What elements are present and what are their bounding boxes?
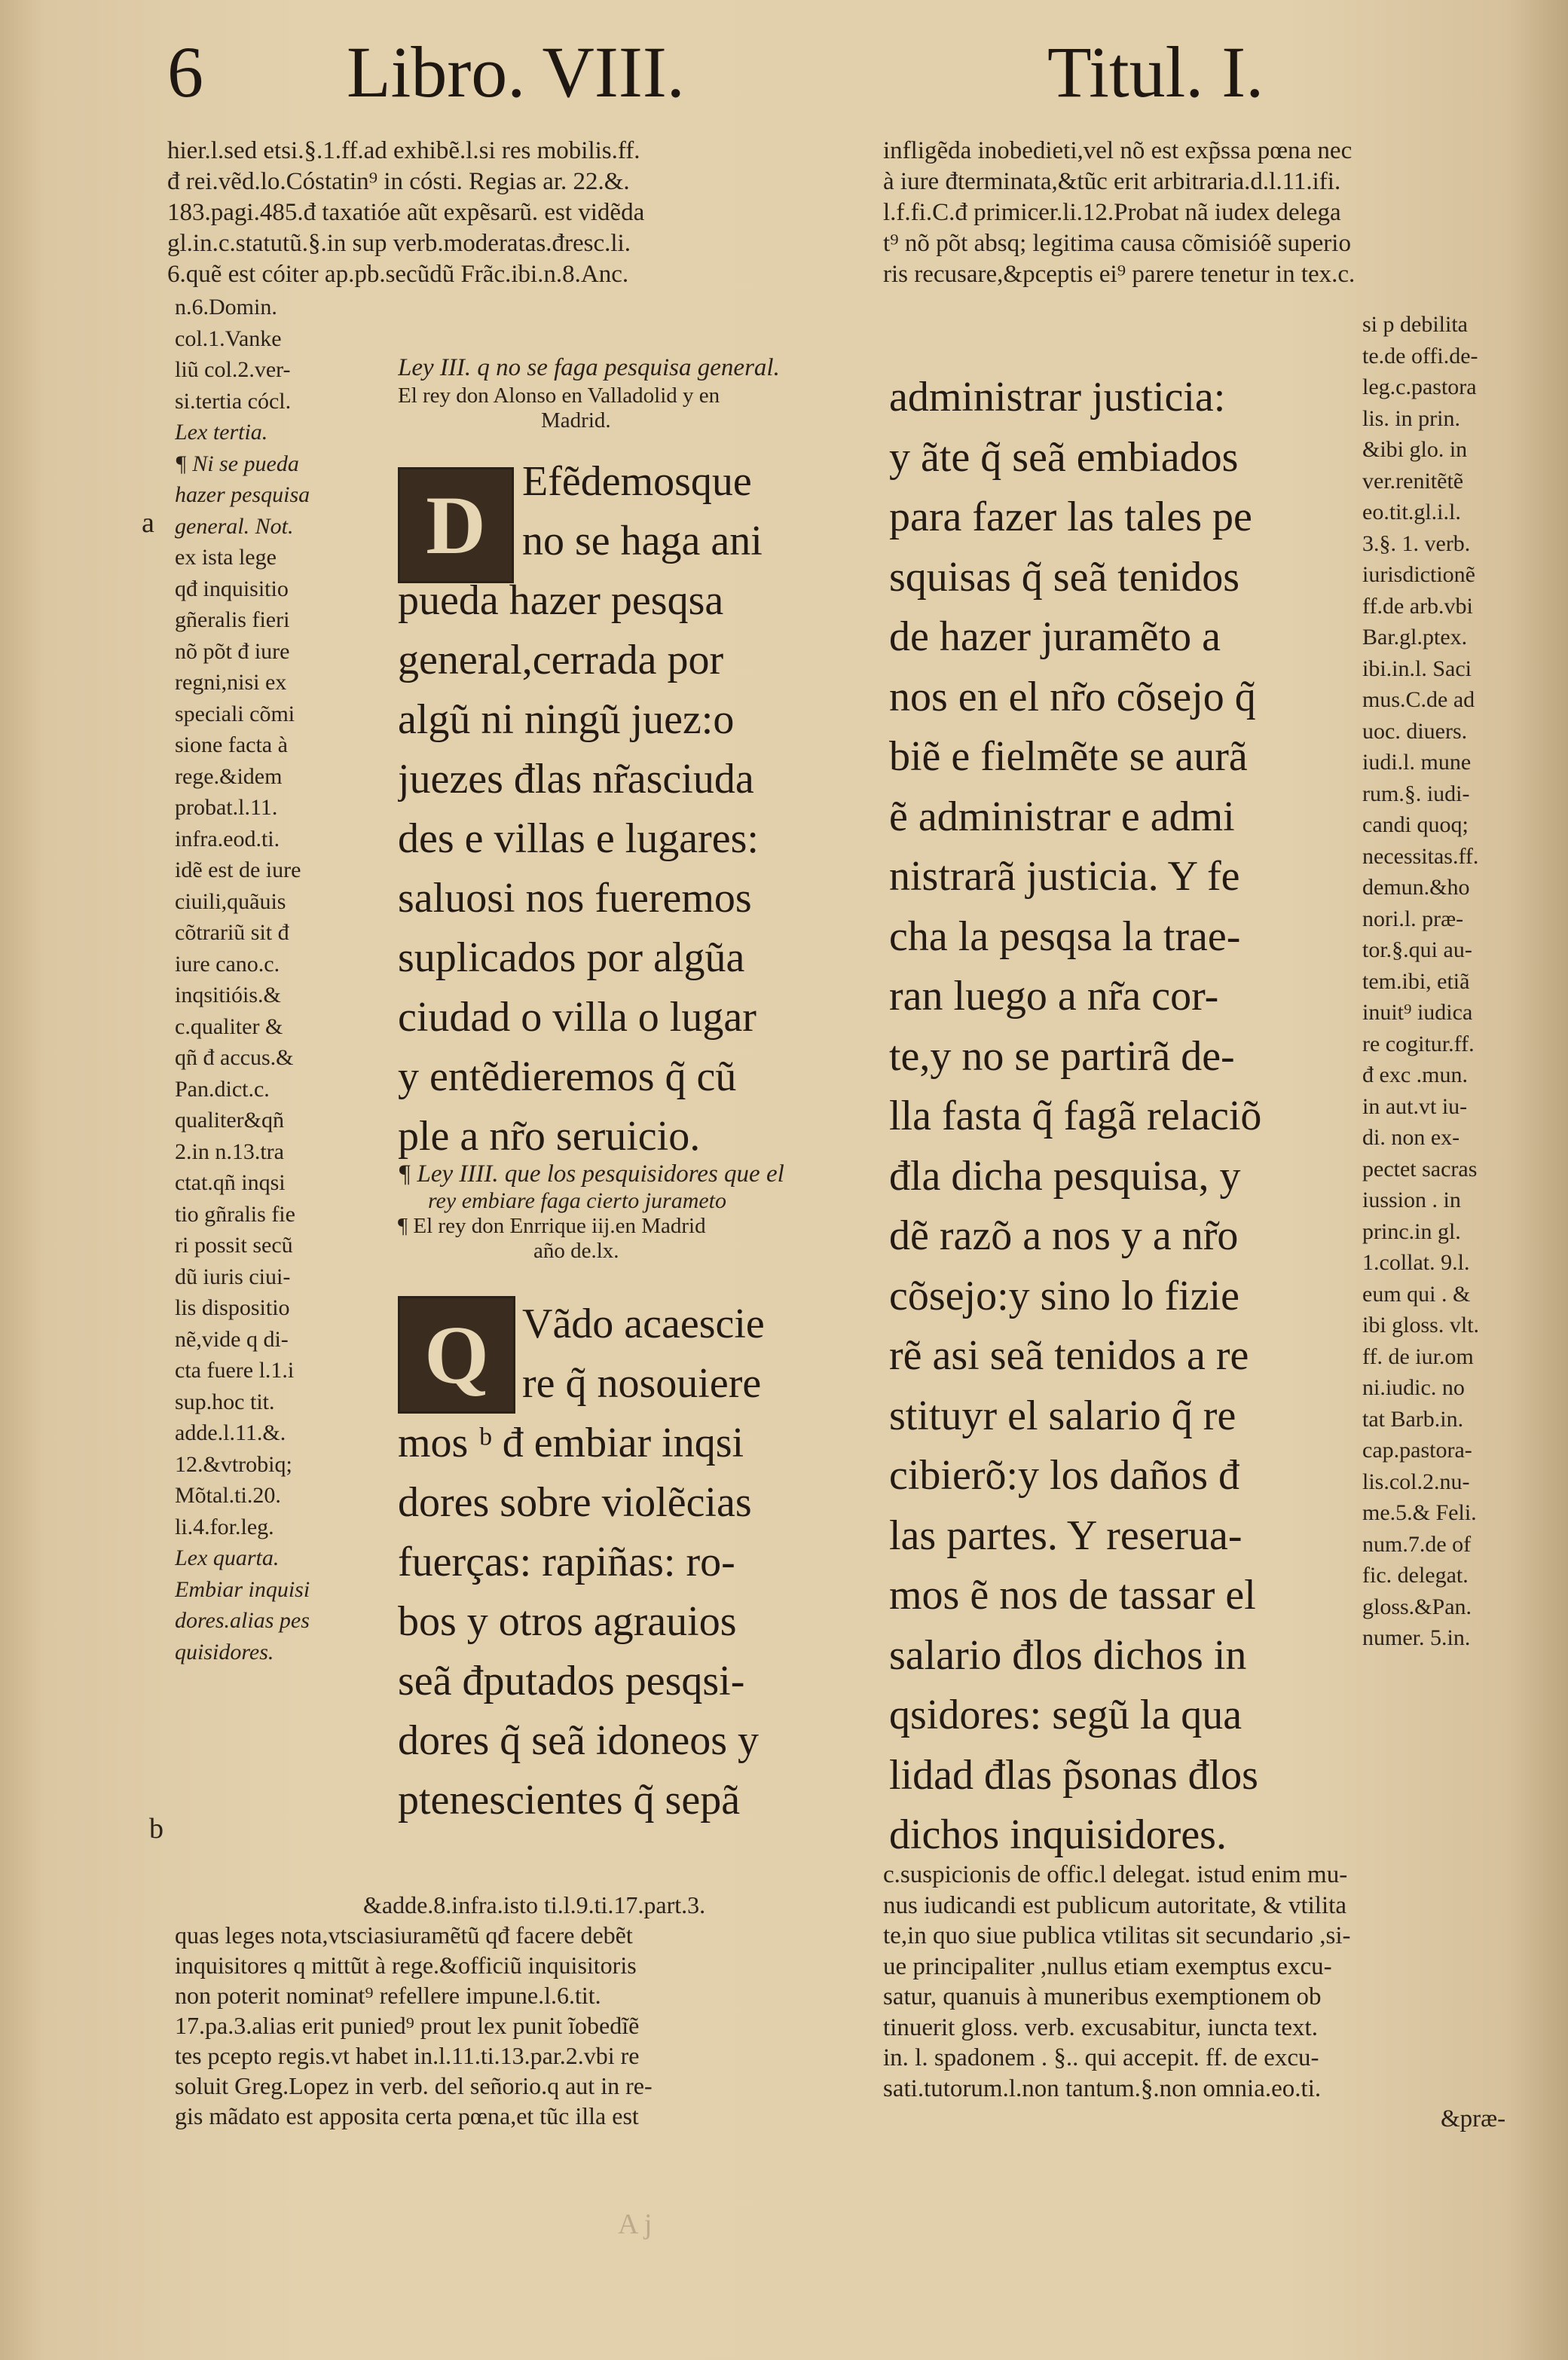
gloss-line: lis.col.2.nu- <box>1362 1469 1470 1494</box>
law-text-line: ẽ administrar e admi <box>889 793 1235 840</box>
law-text-line: dẽ razõ a nos y a nr̃o <box>889 1212 1239 1259</box>
law-text-line: pueda hazer pesqsa <box>398 577 724 624</box>
ley4-text <box>398 1295 835 1830</box>
gloss-line: di. non ex- <box>1362 1125 1460 1150</box>
gloss-line: 12.&vtrobiq; <box>175 1451 292 1477</box>
gloss-line: tinuerit gloss. verb. excusabitur, iuncta text. <box>883 2013 1318 2041</box>
gloss-line: nus iudicandi est publicum autoritate, & vtilita <box>883 1891 1346 1919</box>
law-text-line: las partes. Y reserua- <box>889 1512 1242 1559</box>
gloss-line: ris recusare,&pceptis ei⁹ parere tenetur in tex.c. <box>883 261 1356 288</box>
gloss-line: đ exc .mun. <box>1362 1062 1468 1087</box>
law-text-line: nos en el nr̃o cõsejo q̃ <box>889 673 1256 720</box>
law-text-line: saluosi nos fueremos <box>398 875 752 922</box>
gloss-line: tat Barb.in. <box>1362 1406 1464 1432</box>
gloss-line: sup.hoc tit. <box>175 1389 275 1414</box>
gloss-line: tio gñralis fie <box>175 1201 295 1227</box>
law-text-line: dores q̃ seã idoneos y <box>398 1717 760 1764</box>
gloss-line: uoc. diuers. <box>1362 718 1468 744</box>
gloss-line: 17.pa.3.alias erit punied⁹ prout lex punit ĩobedĩẽ <box>175 2012 640 2039</box>
gloss-line: n.6.Domin. <box>175 295 277 319</box>
law-text-line: stituyr el salario q̃ re <box>889 1392 1236 1439</box>
law-text-line: ciudad o villa o lugar <box>398 994 756 1041</box>
law-text-line: seã đputados pesqsi- <box>398 1658 745 1704</box>
gloss-line: dores.alias pes <box>175 1608 310 1633</box>
gloss-line: li.4.for.leg. <box>175 1514 274 1539</box>
law-text-line: nistrarã justicia. Y fe <box>889 853 1240 900</box>
law-text-line: suplicados por algũa <box>398 934 745 981</box>
law-text-line: squisas q̃ seã tenidos <box>889 553 1240 601</box>
gloss-line: Bar.gl.ptex. <box>1362 625 1468 650</box>
gloss-line: 1.collat. 9.l. <box>1362 1250 1470 1275</box>
ley3-attribution-1: El rey don Alonso en Valladolid y en <box>398 384 720 408</box>
gloss-line: ibi gloss. vlt. <box>1362 1313 1480 1337</box>
ley4-initial: Q <box>398 1296 515 1414</box>
gloss-line: gñeralis fieri <box>175 607 290 632</box>
gloss-line: fic. delegat. <box>1362 1563 1469 1588</box>
gloss-line: pectet sacras <box>1362 1156 1478 1182</box>
gloss-line: 2.in n.13.tra <box>175 1139 284 1164</box>
gloss-line: &adde.8.infra.isto ti.l.9.ti.17.part.3. <box>363 1891 706 1918</box>
law-text-line: dichos inquisidores. <box>889 1811 1227 1858</box>
gloss-line: gl.in.c.statutũ.§.in sup verb.moderatas.đresc.li. <box>167 230 631 257</box>
gloss-line: nõ põt đ iure <box>175 638 290 664</box>
page-number: 6 <box>167 32 203 112</box>
law-text-line: des e villas e lugares: <box>398 815 759 862</box>
gloss-line: necessitas.ff. <box>1362 843 1479 869</box>
law-text-line: general,cerrada por <box>398 637 724 683</box>
note-marker-a: a <box>142 507 154 539</box>
gloss-line: me.5.& Feli. <box>1362 1500 1477 1525</box>
gloss-line: iure cano.c. <box>175 951 280 977</box>
gloss-line: princ.in gl. <box>1362 1218 1461 1244</box>
gloss-line: cap.pastora- <box>1362 1438 1472 1463</box>
gloss-line: iurisdictionẽ <box>1362 562 1475 587</box>
law-text-line: mos ᵇ đ embiar inqsi <box>398 1420 744 1466</box>
gloss-line: eo.tit.gl.i.l. <box>1362 500 1461 524</box>
gloss-line: 3.§. 1. verb. <box>1362 530 1471 556</box>
gloss-line: qđ inquisitio <box>175 576 289 601</box>
gloss-line: satur, quanuis à muneribus exemptionem ob <box>883 1983 1322 2010</box>
gloss-line: dũ iuris ciui- <box>175 1264 291 1289</box>
gloss-line: leg.c.pastora <box>1362 374 1477 399</box>
gloss-line: gis mãdato est apposita certa pœna,et tũc illa est <box>175 2102 639 2129</box>
gloss-line: ex ista lege <box>175 545 277 570</box>
gloss-line: in. l. spadonem . §.. qui accepit. ff. de excu- <box>883 2044 1319 2071</box>
gloss-line: ver.renitẽtẽ <box>1362 468 1464 494</box>
law-text-line: para fazer las tales pe <box>889 494 1252 540</box>
law-text-line: biẽ e fielmẽte se aurã <box>889 733 1248 780</box>
gloss-line: 6.quẽ est cóiter ap.pb.secũdũ Frãc.ibi.n.8.Anc. <box>167 261 629 288</box>
gloss-line: rege.&idem <box>175 763 283 789</box>
gloss-line: idẽ est de iure <box>175 857 301 882</box>
gloss-line: Lex tertia. <box>175 420 268 445</box>
gloss-line: non poterit nominat⁹ refellere impune.l.6.tit. <box>175 1982 601 2009</box>
gloss-line: infra.eod.ti. <box>175 826 280 851</box>
ley3-text <box>398 452 835 1166</box>
law-text-line: rẽ asi seã tenidos a re <box>889 1332 1249 1379</box>
gloss-line: infligẽda inobedieti,vel nõ est exp̃ssa pœna nec <box>883 137 1353 164</box>
gloss-line: Pan.dict.c. <box>175 1076 270 1102</box>
ley4-rubric-1: ¶ Ley IIII. que los pesquisidores que el <box>398 1160 784 1188</box>
law-text-line: ptenescientes q̃ sepã <box>398 1777 741 1823</box>
ley3-attribution-2: Madrid. <box>541 408 611 433</box>
gloss-line: 183.pagi.485.đ taxatióe aũt expẽsarũ. est vidẽda <box>167 199 645 226</box>
gloss-line: ni.iudic. no <box>1362 1375 1465 1400</box>
ley4-heading <box>398 1160 835 1264</box>
law-text-line: ple a nr̃o seruicio. <box>398 1113 701 1160</box>
law-text-line: no se haga ani <box>522 518 763 564</box>
right-main-text <box>889 368 1341 1866</box>
gloss-line: adde.l.11.&. <box>175 1420 286 1445</box>
gloss-line: ciuili,quãuis <box>175 888 286 914</box>
gloss-line: ff.de arb.vbi <box>1362 593 1473 619</box>
gloss-line: t⁹ nõ põt absq; legitima causa cõmisióẽ superio <box>883 230 1351 257</box>
gloss-line: general. Not. <box>175 513 294 539</box>
law-text-line: lla fasta q̃ fagã relaciõ <box>889 1093 1262 1139</box>
law-text-line: te,y no se partirã de- <box>889 1032 1235 1080</box>
law-text-line: re q̃ nosouiere <box>522 1360 762 1407</box>
gloss-line: tes pcepto regis.vt habet in.l.11.ti.13.par.2.vbi re <box>175 2042 640 2069</box>
gloss-line: num.7.de of <box>1362 1531 1472 1557</box>
law-text-line: Vãdo acaescie <box>522 1301 765 1347</box>
gloss-line: &præ- <box>1441 2105 1506 2132</box>
law-text-line: bos y otros agrauios <box>398 1598 737 1645</box>
law-text-line: cõsejo:y sino lo fizie <box>889 1272 1240 1319</box>
note-marker-b: b <box>149 1813 164 1845</box>
gloss-line: lis. in prin. <box>1362 405 1461 431</box>
gloss-line: hazer pesquisa <box>175 482 310 507</box>
ley4-attribution-1: ¶ El rey don Enrrique iij.en Madrid <box>398 1214 706 1238</box>
gloss-line: cta fuere l.1.i <box>175 1358 295 1383</box>
law-text-line: administrar justicia: <box>889 374 1226 420</box>
gloss-line: iussion . in <box>1362 1188 1461 1212</box>
ley3-initial: D <box>398 467 514 583</box>
law-text-line: đla dicha pesquisa, y <box>889 1152 1241 1200</box>
gloss-line: sati.tutorum.l.non tantum.§.non omnia.eo.ti. <box>883 2074 1322 2102</box>
gloss-line: iudi.l. mune <box>1362 750 1472 775</box>
gloss-line: eum qui . & <box>1362 1281 1471 1307</box>
right-gloss-top <box>883 136 1531 290</box>
law-text-line: juezes đlas nr̃asciuda <box>398 756 754 802</box>
right-gloss-bottom <box>883 1860 1539 2135</box>
gloss-line: Embiar inquisi <box>175 1576 310 1602</box>
right-gloss-column <box>1362 309 1543 1654</box>
gloss-line: gloss.&Pan. <box>1362 1594 1472 1619</box>
gloss-line: te,in quo siue publica vtilitas sit secundario ,si- <box>883 1922 1351 1949</box>
gloss-line: đ rei.vẽd.lo.Cóstatin⁹ in cósti. Regias ar. 22.&. <box>167 168 630 195</box>
gloss-line: si p debilita <box>1362 312 1468 337</box>
gloss-line: inquisitores q mittũt à rege.&officiũ inquisitoris <box>175 1952 637 1979</box>
title-heading: Titul. I. <box>1047 32 1264 112</box>
law-text-line: de hazer juramẽto a <box>889 613 1221 660</box>
gloss-line: rum.§. iudi- <box>1362 781 1470 806</box>
gloss-line: tor.§.qui au- <box>1362 937 1472 962</box>
gloss-line: sione facta à <box>175 732 288 757</box>
gloss-line: qñ đ accus.& <box>175 1045 294 1070</box>
law-text-line: fuerças: rapiñas: ro- <box>398 1539 735 1585</box>
gloss-line: ue principaliter ,nullus etiam exemptus excu- <box>883 1952 1332 1980</box>
gloss-line: quas leges nota,vtsciasiuramẽtũ qđ facere debẽt <box>175 1921 633 1949</box>
gloss-line: te.de offi.de- <box>1362 343 1478 368</box>
gloss-line: Lex quarta. <box>175 1545 280 1570</box>
gloss-line: hier.l.sed etsi.§.1.ff.ad exhibẽ.l.si res mobilis.ff. <box>167 137 640 164</box>
gloss-line: nori.l. præ- <box>1362 906 1464 931</box>
book-title: Libro. VIII. <box>347 32 685 112</box>
law-text-line: cibierõ:y los daños đ <box>889 1452 1240 1499</box>
ley4-attribution-2: año de.lx. <box>533 1239 619 1263</box>
ley3-heading <box>398 354 835 433</box>
gloss-line: inqsitióis.& <box>175 983 281 1007</box>
gloss-line: liũ col.2.ver- <box>175 357 291 382</box>
gloss-line: c.suspicionis de offic.l delegat. istud enim mu- <box>883 1861 1348 1888</box>
gloss-line: re cogitur.ff. <box>1362 1031 1475 1056</box>
gloss-line: lis dispositio <box>175 1295 290 1320</box>
gloss-line: demun.&ho <box>1362 875 1470 900</box>
gloss-line: soluit Greg.Lopez in verb. del señorio.q aut in re- <box>175 2072 653 2099</box>
gloss-line: numer. 5.in. <box>1362 1625 1471 1650</box>
law-text-line: salario đlos dichos in <box>889 1631 1247 1679</box>
law-text-line: Efẽdemosque <box>522 458 752 505</box>
gloss-line: cõtrariũ sit đ <box>175 920 289 945</box>
law-text-line: ran luego a nr̃a cor- <box>889 973 1219 1020</box>
left-gloss-top <box>167 136 830 290</box>
gloss-line: si.tertia cócl. <box>175 388 292 414</box>
law-text-line: cha la pesqsa la trae- <box>889 913 1241 960</box>
gloss-line: inuit⁹ iudica <box>1362 1000 1473 1025</box>
law-text-line: dores sobre violẽcias <box>398 1479 752 1526</box>
law-text-line: y entẽdieremos q̃ cũ <box>398 1053 737 1100</box>
gloss-line: &ibi glo. in <box>1362 437 1468 462</box>
gloss-line: ¶ Ni se pueda <box>175 451 299 476</box>
gloss-line: speciali cõmi <box>175 701 295 726</box>
gloss-line: candi quoq; <box>1362 812 1469 837</box>
law-text-line: algũ ni ningũ juez:o <box>398 696 735 743</box>
gloss-line: ff. de iur.om <box>1362 1344 1474 1369</box>
left-gloss-column <box>175 292 363 1668</box>
law-text-line: lidad đlas p̃sonas đlos <box>889 1751 1258 1799</box>
ley3-rubric: Ley III. q no se faga pesquisa general. <box>398 354 780 381</box>
gloss-line: ibi.in.l. Saci <box>1362 656 1472 681</box>
gloss-line: l.f.fi.C.đ primicer.li.12.Probat nã iudex delega <box>883 199 1341 226</box>
law-text-line: mos ẽ nos de tassar el <box>889 1572 1256 1619</box>
gloss-line: qualiter&qñ <box>175 1108 284 1133</box>
gloss-line: quisidores. <box>175 1639 274 1665</box>
gloss-line: c.qualiter & <box>175 1013 283 1039</box>
signature-mark: A j <box>618 2209 653 2240</box>
gloss-line: regni,nisi ex <box>175 670 287 695</box>
gloss-line: in aut.vt iu- <box>1362 1093 1468 1119</box>
gloss-line: tem.ibi, etiã <box>1362 968 1470 994</box>
gloss-line: ri possit secũ <box>175 1233 293 1258</box>
gloss-line: à iure đterminata,&tũc erit arbitraria.d.l.11.ifi. <box>883 168 1341 195</box>
gloss-line: ctat.qñ inqsi <box>175 1170 286 1195</box>
gloss-line: Mõtal.ti.20. <box>175 1483 281 1508</box>
gloss-line: probat.l.11. <box>175 795 278 820</box>
gloss-line: mus.C.de ad <box>1362 687 1475 712</box>
ley4-rubric-2: rey embiare faga cierto jurameto <box>428 1188 727 1213</box>
gloss-line: col.1.Vanke <box>175 326 282 351</box>
left-gloss-bottom <box>175 1890 838 2131</box>
law-text-line: y ãte q̃ seã embiados <box>889 433 1239 481</box>
gloss-line: nẽ,vide q di- <box>175 1326 289 1352</box>
law-text-line: qsidores: segũ la qua <box>889 1692 1242 1738</box>
